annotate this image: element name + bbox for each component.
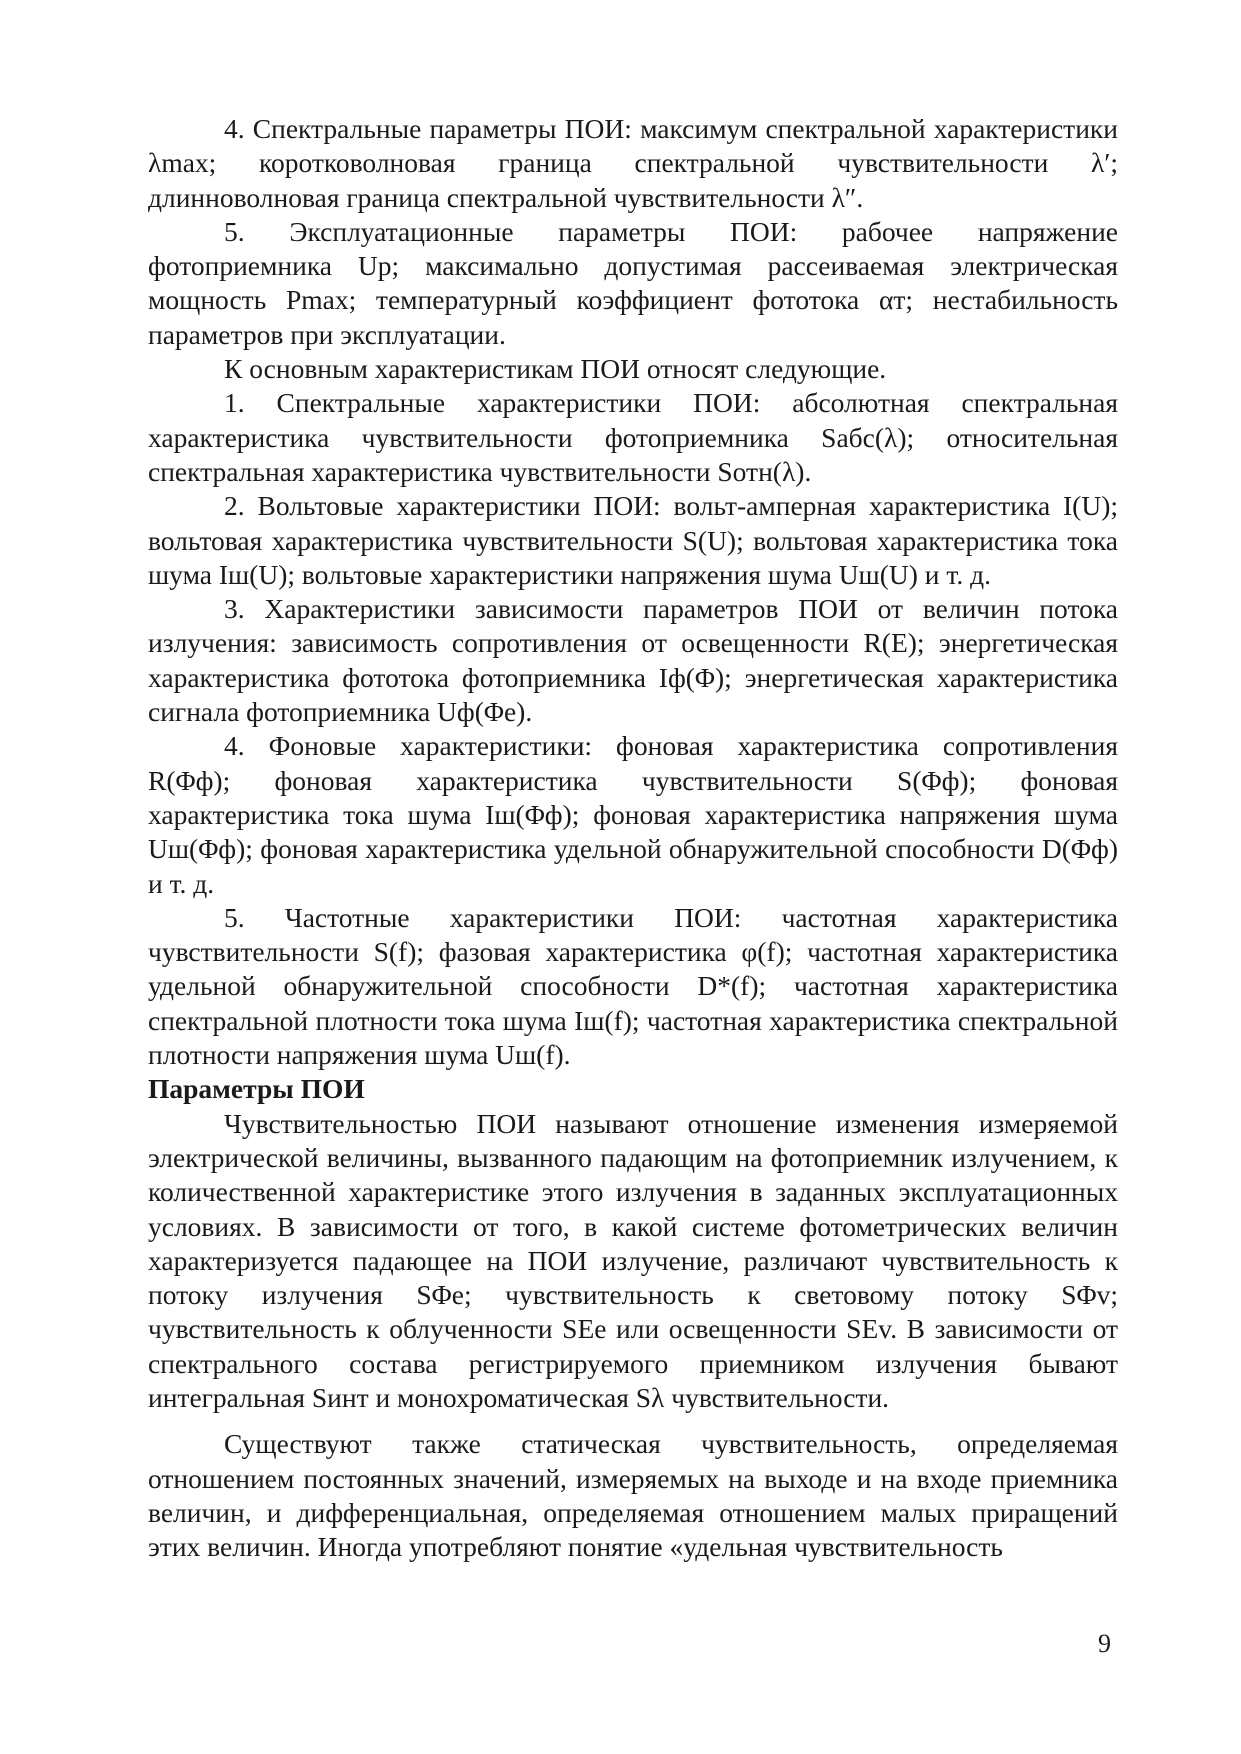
paragraph-spectral-characteristics: 1. Спектральные характеристики ПОИ: абсолютная спектральная характеристика чувствительности фотоприемника Sабс(λ); относительная спектральная характеристика чувствительности Sотн(λ). [148, 387, 1118, 487]
paragraph-sensitivity-definition: Чувствительностью ПОИ называют отношение изменения измеряемой электрической величины, вызванного падающим на фотоприемник излучением, к количественной характеристике этого излучения в заданных эксплуатационных условиях. В зависимости от того, в какой системе фотометрических величин характеризуется падающее на ПОИ излучение, различают чувствительность к потоку излучения SΦe; чувствительность к световому потоку SΦv; чувствительность к облученности SEe или освещенности SEv. В зависимости от спектрального состава регистрируемого приемником излучения бывают интегральная Sинт и монохроматическая Sλ чувствительности. [148, 1107, 1118, 1413]
paragraph-spectral-parameters: 4. Спектральные параметры ПОИ: максимум спектральной характеристики λmax; коротковолновая граница спектральной чувствительности λ′; длинноволновая граница спектральной чувствительности λ″. [148, 113, 1118, 213]
paragraph-background-characteristics: 4. Фоновые характеристики: фоновая характеристика сопротивления R(Φф); фоновая характеристика чувствительности S(Φф); фоновая характеристика тока шума Iш(Φф); фоновая характеристика напряжения шума Uш(Φф); фоновая характеристика удельной обнаружительной способности D(Φф) и т. д. [148, 730, 1118, 899]
paragraph-frequency-characteristics: 5. Частотные характеристики ПОИ: частотная характеристика чувствительности S(f); фазовая характеристика φ(f); частотная характеристика удельной обнаружительной способности D*(f); частотная характеристика спектральной плотности тока шума Iш(f); частотная характеристика спектральной плотности напряжения шума Uш(f). [148, 901, 1118, 1071]
paragraph-voltage-characteristics: 2. Вольтовые характеристики ПОИ: вольт-амперная характеристика I(U); вольтовая характеристика чувствительности S(U); вольтовая характеристика тока шума Iш(U); вольтовые характеристики напряжения шума Uш(U) и т. д. [148, 490, 1118, 590]
page-number: 9 [1098, 1629, 1111, 1658]
section-heading: Параметры ПОИ [148, 1073, 365, 1105]
page-body [148, 112, 1118, 1564]
paragraph-operational-parameters: 5. Эксплуатационные параметры ПОИ: рабочее напряжение фотоприемника Uр; максимально допустимая рассеиваемая электрическая мощность Pmax; температурный коэффициент фототока αт; нестабильность параметров при эксплуатации. [148, 215, 1118, 350]
paragraph-characteristics-intro: К основным характеристикам ПОИ относят следующие. [224, 353, 887, 385]
paragraph-static-sensitivity: Существуют также статическая чувствительность, определяемая отношением постоянных значений, измеряемых на выходе и на входе приемника величин, и дифференциальная, определяемая отношением малых приращений этих величин. Иногда употребляют понятие «удельная чувствительность [148, 1428, 1118, 1563]
paragraph-flux-characteristics: 3. Характеристики зависимости параметров ПОИ от величин потока излучения: зависимость сопротивления от освещенности R(E); энергетическая характеристика фототока фотоприемника Iф(Φ); энергетическая характеристика сигнала фотоприемника Uф(Φe). [148, 593, 1118, 728]
